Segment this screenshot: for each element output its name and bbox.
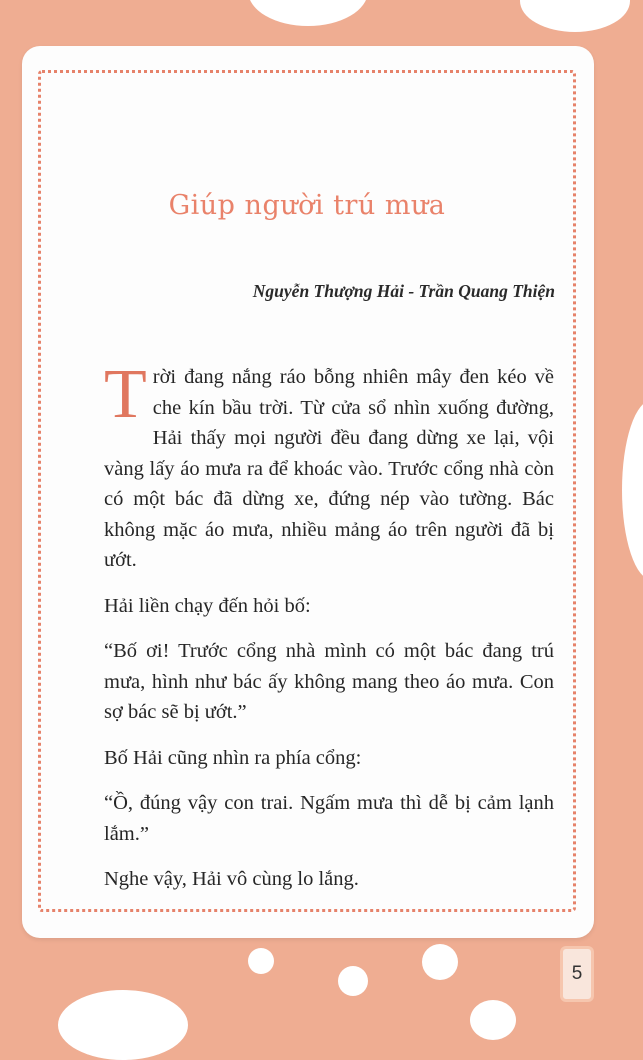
- paragraph: Nghe vậy, Hải vô cùng lo lắng.: [104, 868, 359, 890]
- paragraph: “Ồ, đúng vậy con trai. Ngấm mưa thì dễ bị cảm lạnh lắm.”: [104, 792, 554, 845]
- paragraph: Hải liền chạy đến hỏi bố:: [104, 594, 311, 617]
- background-dot: [622, 400, 643, 580]
- paragraph: Bố Hải cũng nhìn ra phía cổng:: [104, 746, 362, 769]
- drop-cap: T: [104, 356, 147, 433]
- story-body: [104, 356, 554, 910]
- background-dot: [338, 966, 368, 996]
- paragraph: [104, 356, 554, 576]
- background-dot: [520, 0, 630, 32]
- background-dot: [248, 0, 368, 26]
- background-dot: [470, 1000, 516, 1040]
- background-dot: [422, 944, 458, 980]
- paragraph: “Bố ơi! Trước cổng nhà mình có một bác đang trú mưa, hình như bác ấy không mang theo áo mưa. Con sợ bác sẽ bị ướt.”: [104, 640, 554, 723]
- background-dot: [58, 990, 188, 1060]
- story-author: Nguyễn Thượng Hải - Trần Quang Thiện: [252, 281, 555, 301]
- paragraph-text: rời đang nắng ráo bỗng nhiên mây đen kéo về che kín bầu trời. Từ cửa sổ nhìn xuống đường, Hải thấy mọi người đều đang dừng xe lại, vội vàng lấy áo mưa ra để khoác vào. Trước cổng nhà còn có một bác đã dừng xe, đứng nép vào tường. Bác không mặc áo mưa, nhiều mảng áo trên người đã bị ướt.: [104, 366, 554, 571]
- page-number: 5: [560, 946, 594, 1002]
- story-title: Giúp người trú mưa: [168, 190, 446, 221]
- background-dot: [248, 948, 274, 974]
